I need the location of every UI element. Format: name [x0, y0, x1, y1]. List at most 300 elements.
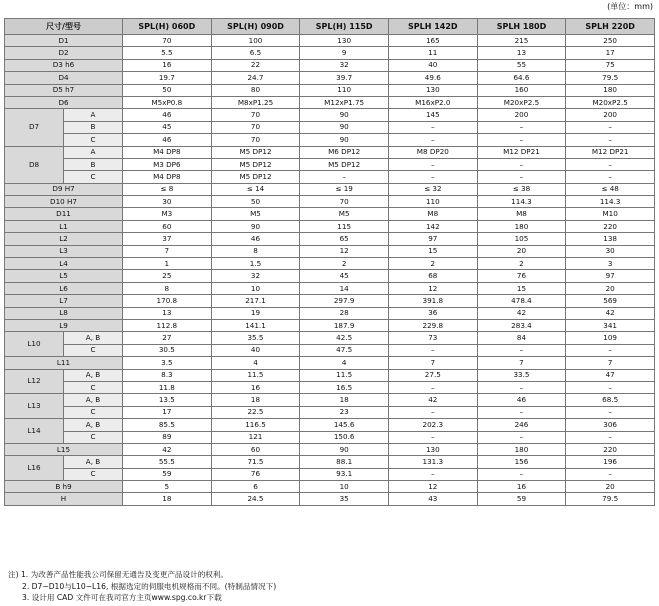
- value-cell: 19.7: [123, 72, 212, 84]
- value-cell: 115: [300, 220, 389, 232]
- value-cell: 70: [211, 134, 300, 146]
- model-header: SPL(H) 090D: [211, 19, 300, 35]
- value-cell: 35.5: [211, 332, 300, 344]
- value-cell: –: [477, 134, 566, 146]
- variant-label: A: [64, 146, 123, 158]
- value-cell: –: [388, 158, 477, 170]
- table-row: [5, 332, 655, 344]
- variant-label: C: [64, 134, 123, 146]
- value-cell: 16: [123, 59, 212, 71]
- value-cell: 39.7: [300, 72, 389, 84]
- variant-label: A, B: [64, 456, 123, 468]
- table-row: [5, 258, 655, 270]
- value-cell: 42.5: [300, 332, 389, 344]
- value-cell: 200: [566, 109, 655, 121]
- value-cell: 130: [388, 84, 477, 96]
- table-row: [5, 481, 655, 493]
- value-cell: 27: [123, 332, 212, 344]
- value-cell: –: [388, 406, 477, 418]
- value-cell: 18: [123, 493, 212, 505]
- table-row: [5, 443, 655, 455]
- value-cell: 217.1: [211, 295, 300, 307]
- value-cell: 220: [566, 443, 655, 455]
- value-cell: –: [477, 121, 566, 133]
- table-row: [5, 72, 655, 84]
- value-cell: 180: [566, 84, 655, 96]
- header-row: [5, 19, 655, 35]
- value-cell: 16: [477, 481, 566, 493]
- value-cell: 8: [211, 245, 300, 257]
- value-cell: 89: [123, 431, 212, 443]
- value-cell: 90: [211, 220, 300, 232]
- value-cell: 130: [388, 443, 477, 455]
- value-cell: 97: [388, 233, 477, 245]
- value-cell: 60: [123, 220, 212, 232]
- value-cell: 90: [300, 134, 389, 146]
- value-cell: 5.5: [123, 47, 212, 59]
- value-cell: 45: [300, 270, 389, 282]
- value-cell: 1: [123, 258, 212, 270]
- value-cell: M3: [123, 208, 212, 220]
- model-header: SPLH 142D: [388, 19, 477, 35]
- value-cell: –: [388, 431, 477, 443]
- value-cell: 11.8: [123, 381, 212, 393]
- dimension-label: L9: [5, 319, 123, 331]
- value-cell: M5: [211, 208, 300, 220]
- value-cell: 46: [123, 134, 212, 146]
- table-row: [5, 456, 655, 468]
- value-cell: 50: [123, 84, 212, 96]
- value-cell: 90: [300, 121, 389, 133]
- value-cell: 84: [477, 332, 566, 344]
- value-cell: 68: [388, 270, 477, 282]
- value-cell: 32: [211, 270, 300, 282]
- value-cell: M3 DP6: [123, 158, 212, 170]
- value-cell: 114.3: [477, 196, 566, 208]
- value-cell: 478.4: [477, 295, 566, 307]
- value-cell: 109: [566, 332, 655, 344]
- value-cell: 150.6: [300, 431, 389, 443]
- value-cell: 70: [123, 35, 212, 47]
- value-cell: M5 DP12: [211, 158, 300, 170]
- footnote: 注) 1. 为改善产品性能我公司保留无通告及变更产品设计的权利。: [8, 570, 229, 579]
- table-row: [5, 245, 655, 257]
- value-cell: 116.5: [211, 419, 300, 431]
- value-cell: 93.1: [300, 468, 389, 480]
- value-cell: –: [477, 344, 566, 356]
- value-cell: –: [388, 171, 477, 183]
- value-cell: 33.5: [477, 369, 566, 381]
- value-cell: 11: [388, 47, 477, 59]
- value-cell: M4 DP8: [123, 146, 212, 158]
- table-row: [5, 493, 655, 505]
- value-cell: 14: [300, 282, 389, 294]
- value-cell: ≤ 48: [566, 183, 655, 195]
- table-row: [5, 220, 655, 232]
- dimension-label: L6: [5, 282, 123, 294]
- value-cell: –: [388, 381, 477, 393]
- value-cell: 187.9: [300, 319, 389, 331]
- value-cell: –: [388, 344, 477, 356]
- value-cell: 229.8: [388, 319, 477, 331]
- dimension-label: D7: [5, 109, 64, 146]
- table-row: [5, 109, 655, 121]
- dimension-label: D1: [5, 35, 123, 47]
- value-cell: 90: [300, 109, 389, 121]
- value-cell: –: [388, 468, 477, 480]
- value-cell: ≤ 38: [477, 183, 566, 195]
- value-cell: 12: [300, 245, 389, 257]
- value-cell: 105: [477, 233, 566, 245]
- value-cell: 18: [211, 394, 300, 406]
- table-row: [5, 394, 655, 406]
- value-cell: 17: [566, 47, 655, 59]
- value-cell: M5: [300, 208, 389, 220]
- value-cell: 30.5: [123, 344, 212, 356]
- value-cell: M10: [566, 208, 655, 220]
- table-row: [5, 307, 655, 319]
- variant-label: C: [64, 431, 123, 443]
- dimension-label: B h9: [5, 481, 123, 493]
- value-cell: 20: [477, 245, 566, 257]
- value-cell: 55.5: [123, 456, 212, 468]
- value-cell: 1.5: [211, 258, 300, 270]
- model-header: SPLH 180D: [477, 19, 566, 35]
- table-row: [5, 183, 655, 195]
- value-cell: 23: [300, 406, 389, 418]
- footnote: 2. D7~D10与L10~L16, 根据选定的伺服电机规格而不同。(特制品情况下): [22, 581, 277, 591]
- table-row: [5, 59, 655, 71]
- value-cell: 24.5: [211, 493, 300, 505]
- model-header: SPLH 220D: [566, 19, 655, 35]
- value-cell: 3: [566, 258, 655, 270]
- value-cell: 15: [477, 282, 566, 294]
- value-cell: 32: [300, 59, 389, 71]
- value-cell: ≤ 14: [211, 183, 300, 195]
- value-cell: 4: [300, 357, 389, 369]
- value-cell: M5 DP12: [211, 146, 300, 158]
- value-cell: 80: [211, 84, 300, 96]
- value-cell: M12 DP21: [477, 146, 566, 158]
- dimension-label: D10 H7: [5, 196, 123, 208]
- value-cell: 180: [477, 443, 566, 455]
- value-cell: 70: [300, 196, 389, 208]
- value-cell: –: [566, 431, 655, 443]
- value-cell: 13: [123, 307, 212, 319]
- value-cell: 2: [388, 258, 477, 270]
- value-cell: 19: [211, 307, 300, 319]
- value-cell: 45: [123, 121, 212, 133]
- value-cell: 170.8: [123, 295, 212, 307]
- value-cell: 35: [300, 493, 389, 505]
- value-cell: 50: [211, 196, 300, 208]
- value-cell: 145.6: [300, 419, 389, 431]
- value-cell: –: [388, 134, 477, 146]
- table-row: [5, 419, 655, 431]
- value-cell: M8xP1.25: [211, 96, 300, 108]
- dimension-label: L2: [5, 233, 123, 245]
- dimension-label: D8: [5, 146, 64, 183]
- value-cell: M16xP2.0: [388, 96, 477, 108]
- table-row: [5, 134, 655, 146]
- value-cell: 250: [566, 35, 655, 47]
- value-cell: 297.9: [300, 295, 389, 307]
- value-cell: –: [388, 121, 477, 133]
- value-cell: 114.3: [566, 196, 655, 208]
- value-cell: M4 DP8: [123, 171, 212, 183]
- value-cell: 13.5: [123, 394, 212, 406]
- value-cell: 42: [477, 307, 566, 319]
- table-row: [5, 381, 655, 393]
- value-cell: –: [566, 344, 655, 356]
- value-cell: 141.1: [211, 319, 300, 331]
- table-row: [5, 282, 655, 294]
- value-cell: 142: [388, 220, 477, 232]
- variant-label: A, B: [64, 332, 123, 344]
- table-row: [5, 357, 655, 369]
- value-cell: 341: [566, 319, 655, 331]
- value-cell: –: [566, 406, 655, 418]
- value-cell: 75: [566, 59, 655, 71]
- value-cell: –: [477, 381, 566, 393]
- value-cell: 24.7: [211, 72, 300, 84]
- table-row: [5, 295, 655, 307]
- value-cell: 12: [388, 481, 477, 493]
- value-cell: 30: [123, 196, 212, 208]
- value-cell: 49.6: [388, 72, 477, 84]
- table-row: [5, 270, 655, 282]
- value-cell: 46: [123, 109, 212, 121]
- value-cell: 6: [211, 481, 300, 493]
- value-cell: 28: [300, 307, 389, 319]
- value-cell: 165: [388, 35, 477, 47]
- value-cell: 7: [566, 357, 655, 369]
- variant-label: C: [64, 381, 123, 393]
- value-cell: 64.6: [477, 72, 566, 84]
- table-row: [5, 158, 655, 170]
- value-cell: 22: [211, 59, 300, 71]
- table-row: [5, 344, 655, 356]
- dimension-header: 尺寸/型号: [5, 19, 123, 35]
- value-cell: ≤ 19: [300, 183, 389, 195]
- variant-label: C: [64, 171, 123, 183]
- value-cell: 11.5: [211, 369, 300, 381]
- value-cell: 59: [477, 493, 566, 505]
- unit-label: (单位：mm): [607, 2, 653, 11]
- value-cell: 71.5: [211, 456, 300, 468]
- value-cell: 3.5: [123, 357, 212, 369]
- table-row: [5, 121, 655, 133]
- dimension-label: L12: [5, 369, 64, 394]
- value-cell: M12xP1.75: [300, 96, 389, 108]
- value-cell: ≤ 8: [123, 183, 212, 195]
- table-row: [5, 47, 655, 59]
- value-cell: 10: [211, 282, 300, 294]
- table-row: [5, 233, 655, 245]
- table-row: [5, 369, 655, 381]
- value-cell: M12 DP21: [566, 146, 655, 158]
- value-cell: –: [477, 406, 566, 418]
- value-cell: 160: [477, 84, 566, 96]
- value-cell: 65: [300, 233, 389, 245]
- value-cell: 47: [566, 369, 655, 381]
- dimension-label: L8: [5, 307, 123, 319]
- table-row: [5, 84, 655, 96]
- dimension-label: L4: [5, 258, 123, 270]
- value-cell: –: [477, 468, 566, 480]
- table-row: [5, 35, 655, 47]
- value-cell: 7: [477, 357, 566, 369]
- value-cell: 60: [211, 443, 300, 455]
- dimension-label: D11: [5, 208, 123, 220]
- value-cell: 220: [566, 220, 655, 232]
- value-cell: M8: [388, 208, 477, 220]
- value-cell: –: [566, 468, 655, 480]
- value-cell: 100: [211, 35, 300, 47]
- value-cell: 22.5: [211, 406, 300, 418]
- model-header: SPL(H) 115D: [300, 19, 389, 35]
- dimension-label: L10: [5, 332, 64, 357]
- dimension-label: L7: [5, 295, 123, 307]
- value-cell: 73: [388, 332, 477, 344]
- dimension-label: L13: [5, 394, 64, 419]
- footnotes: [8, 569, 276, 604]
- value-cell: M8: [477, 208, 566, 220]
- dimension-label: D3 h6: [5, 59, 123, 71]
- value-cell: 37: [123, 233, 212, 245]
- value-cell: 40: [211, 344, 300, 356]
- value-cell: 131.3: [388, 456, 477, 468]
- value-cell: 180: [477, 220, 566, 232]
- value-cell: 79.5: [566, 72, 655, 84]
- table-row: [5, 406, 655, 418]
- variant-label: C: [64, 468, 123, 480]
- dimension-label: L11: [5, 357, 123, 369]
- value-cell: 15: [388, 245, 477, 257]
- value-cell: 11.5: [300, 369, 389, 381]
- spec-table: [4, 18, 655, 506]
- value-cell: 46: [211, 233, 300, 245]
- value-cell: 70: [211, 109, 300, 121]
- value-cell: 59: [123, 468, 212, 480]
- footnote: 3. 设计用 CAD 文件可在我司官方主页www.spg.co.kr下载: [22, 593, 222, 602]
- value-cell: –: [477, 431, 566, 443]
- value-cell: 40: [388, 59, 477, 71]
- value-cell: 17: [123, 406, 212, 418]
- value-cell: 79.5: [566, 493, 655, 505]
- table-row: [5, 319, 655, 331]
- value-cell: 88.1: [300, 456, 389, 468]
- value-cell: 70: [211, 121, 300, 133]
- value-cell: 16: [211, 381, 300, 393]
- value-cell: M5 DP12: [300, 158, 389, 170]
- value-cell: 68.5: [566, 394, 655, 406]
- value-cell: 55: [477, 59, 566, 71]
- value-cell: 42: [566, 307, 655, 319]
- table-row: [5, 171, 655, 183]
- value-cell: 46: [477, 394, 566, 406]
- value-cell: 42: [388, 394, 477, 406]
- dimension-label: H: [5, 493, 123, 505]
- table-row: [5, 431, 655, 443]
- value-cell: 36: [388, 307, 477, 319]
- value-cell: 202.3: [388, 419, 477, 431]
- value-cell: M20xP2.5: [477, 96, 566, 108]
- dimension-label: L3: [5, 245, 123, 257]
- value-cell: 85.5: [123, 419, 212, 431]
- dimension-label: L1: [5, 220, 123, 232]
- value-cell: –: [566, 158, 655, 170]
- value-cell: 76: [477, 270, 566, 282]
- value-cell: 42: [123, 443, 212, 455]
- value-cell: 9: [300, 47, 389, 59]
- value-cell: 306: [566, 419, 655, 431]
- dimension-label: L16: [5, 456, 64, 481]
- value-cell: –: [566, 134, 655, 146]
- variant-label: C: [64, 344, 123, 356]
- value-cell: 121: [211, 431, 300, 443]
- dimension-label: L14: [5, 419, 64, 444]
- value-cell: 112.8: [123, 319, 212, 331]
- value-cell: ≤ 32: [388, 183, 477, 195]
- value-cell: –: [566, 121, 655, 133]
- value-cell: 6.5: [211, 47, 300, 59]
- value-cell: 246: [477, 419, 566, 431]
- value-cell: –: [477, 158, 566, 170]
- value-cell: 25: [123, 270, 212, 282]
- dimension-label: D4: [5, 72, 123, 84]
- variant-label: A: [64, 109, 123, 121]
- table-row: [5, 146, 655, 158]
- variant-label: B: [64, 158, 123, 170]
- table-row: [5, 468, 655, 480]
- dimension-label: L15: [5, 443, 123, 455]
- table-row: [5, 208, 655, 220]
- value-cell: M20xP2.5: [566, 96, 655, 108]
- table-row: [5, 196, 655, 208]
- dimension-label: D2: [5, 47, 123, 59]
- value-cell: –: [566, 381, 655, 393]
- variant-label: A, B: [64, 394, 123, 406]
- value-cell: 20: [566, 282, 655, 294]
- value-cell: –: [477, 171, 566, 183]
- value-cell: 43: [388, 493, 477, 505]
- value-cell: 110: [388, 196, 477, 208]
- value-cell: 7: [388, 357, 477, 369]
- value-cell: 215: [477, 35, 566, 47]
- value-cell: 90: [300, 443, 389, 455]
- value-cell: 18: [300, 394, 389, 406]
- value-cell: 8.3: [123, 369, 212, 381]
- value-cell: 76: [211, 468, 300, 480]
- value-cell: 156: [477, 456, 566, 468]
- value-cell: 12: [388, 282, 477, 294]
- value-cell: 138: [566, 233, 655, 245]
- dimension-label: D6: [5, 96, 123, 108]
- dimension-label: D5 h7: [5, 84, 123, 96]
- value-cell: 10: [300, 481, 389, 493]
- variant-label: C: [64, 406, 123, 418]
- value-cell: 47.5: [300, 344, 389, 356]
- value-cell: 200: [477, 109, 566, 121]
- value-cell: –: [300, 171, 389, 183]
- value-cell: 2: [477, 258, 566, 270]
- value-cell: 130: [300, 35, 389, 47]
- dimension-label: D9 H7: [5, 183, 123, 195]
- variant-label: B: [64, 121, 123, 133]
- value-cell: 2: [300, 258, 389, 270]
- value-cell: 13: [477, 47, 566, 59]
